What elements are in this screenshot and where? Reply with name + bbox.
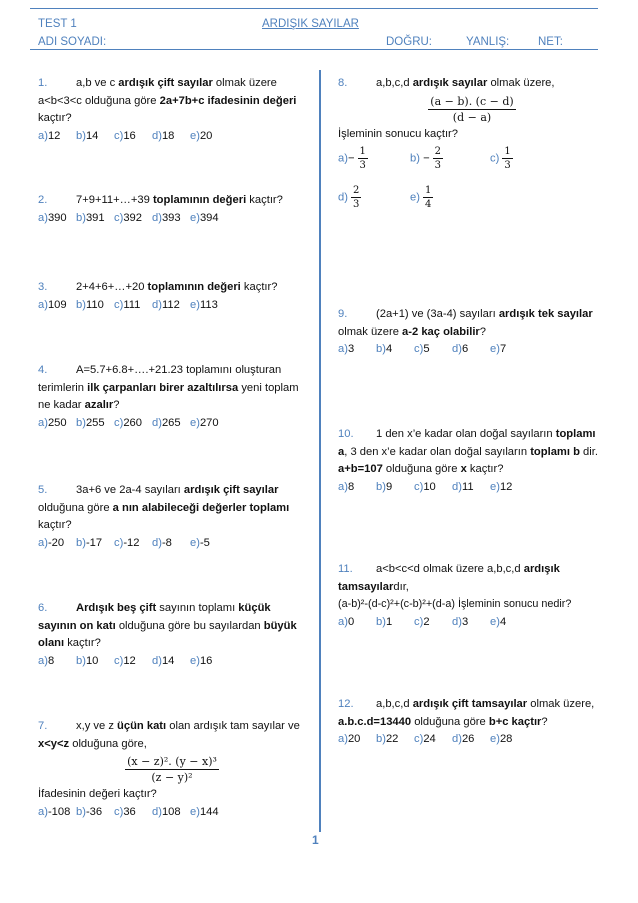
question-7-prompt: İfadesinin değeri kaçtır? xyxy=(38,788,157,800)
correct-label: DOĞRU: xyxy=(386,36,432,48)
option-d[interactable]: d) $\frac{2}{3}$ xyxy=(338,185,360,210)
option-c[interactable]: c)5 xyxy=(414,343,430,355)
options xyxy=(38,128,306,146)
option-e[interactable]: e)-5 xyxy=(190,536,210,549)
question-7: 7. x,y ve z üçün katı olan ardışık tam sayılar ve x<y<z olduğuna göre, $\frac{\text{(x − z)². (y − x)³}}{\text{(z − y)²}}$ İfadesinin değeri kaçtır? a)-108 b)-36 c)36 d)108 e)144 xyxy=(38,718,306,821)
name-label: ADI SOYADI: xyxy=(38,36,107,48)
options xyxy=(338,614,608,632)
option-e[interactable]: e)4 xyxy=(490,615,507,628)
question-11: 11. a<b<c<d olmak üzere a,b,c,d ardışık tamsayılardır, (a-b)²-(d-c)²+(c-b)²+(d-a) İşleminin sonucu nedir? a)0 b)1 c)2 d)3 e)4 xyxy=(338,561,608,631)
option-d[interactable]: d)18 xyxy=(152,129,175,142)
question-11-expression: (a-b)²-(d-c)²+(c-b)²+(d-a) İşleminin sonucu nedir? xyxy=(338,598,572,610)
option-a[interactable]: a)-108 xyxy=(38,805,71,818)
option-b[interactable]: b)1 xyxy=(376,615,393,628)
option-c[interactable]: c)16 xyxy=(114,129,136,142)
option-e[interactable]: e)16 xyxy=(190,654,213,667)
option-c[interactable]: c)36 xyxy=(114,805,136,818)
question-8: 8. a,b,c,d ardışık sayılar olmak üzere, $\frac{(a - b). (c - d)}{(d - a)}$ İşleminin sonucu kaçtır? a)− $\frac{1}{3}$ b) − $\frac{2}{3}$ c) $\frac{1}{3}$ d) $\frac{2}{3}$ e) $\frac{1}{4}$ xyxy=(338,75,606,211)
option-e[interactable]: e)113 xyxy=(190,298,218,311)
question-9: 9. (2a+1) ve (3a-4) sayıları ardışık tek sayılar olmak üzere a-2 kaç olabilir? a)3 b)4 c)5 d)6 e)7 xyxy=(338,306,606,359)
options xyxy=(38,415,306,433)
option-e[interactable]: e)7 xyxy=(490,343,507,355)
options xyxy=(38,210,306,228)
question-1: 1. a,b ve c ardışık çift sayılar olmak üzere a<b<3<c olduğuna göre 2a+7b+c ifadesinin değeri kaçtır? a)12 b)14 c)16 d)18 e)20 xyxy=(38,75,306,145)
option-c[interactable]: c)260 xyxy=(114,416,142,429)
option-e[interactable]: e) $\frac{1}{4}$ xyxy=(410,185,432,210)
option-e[interactable]: e)28 xyxy=(490,733,513,745)
option-b[interactable]: b)10 xyxy=(76,654,99,667)
option-d[interactable]: d)-8 xyxy=(152,536,172,549)
option-b[interactable]: b)22 xyxy=(376,733,399,745)
option-c[interactable]: c)111 xyxy=(114,298,141,311)
option-a[interactable]: a)− $\frac{1}{3}$ xyxy=(338,146,366,171)
question-6: 6. Ardışık beş çift sayının toplamı küçük sayının on katı olduğuna göre bu sayılardan büyük olanı kaçtır? a)8 b)10 c)12 d)14 e)16 xyxy=(38,600,306,670)
option-a[interactable]: a)109 xyxy=(38,298,67,311)
fraction: $\frac{(a - b). (c - d)}{(d - a)}$ xyxy=(430,94,514,124)
option-c[interactable]: c)10 xyxy=(414,480,436,493)
option-a[interactable]: a)20 xyxy=(338,733,361,745)
option-d[interactable]: d)393 xyxy=(152,211,181,224)
option-d[interactable]: d)14 xyxy=(152,654,175,667)
options xyxy=(38,297,306,315)
option-d[interactable]: d)26 xyxy=(452,733,475,745)
options xyxy=(338,731,608,749)
question-2: 2. 7+9+11+…+39 toplamının değeri kaçtır? a)390 b)391 c)392 d)393 e)394 xyxy=(38,192,306,227)
column-divider xyxy=(319,70,321,832)
options xyxy=(338,479,606,497)
question-3: 3. 2+4+6+…+20 toplamının değeri kaçtır? a)109 b)110 c)111 d)112 e)113 xyxy=(38,279,306,314)
option-a[interactable]: a)8 xyxy=(338,480,355,493)
option-a[interactable]: a)3 xyxy=(338,343,355,355)
question-10: 10. 1 den x’e kadar olan doğal sayıların toplamı a, 3 den x’e kadar olan doğal sayıların toplamı b dir. a+b=107 olduğuna göre x kaçtır? a)8 b)9 c)10 d)11 e)12 xyxy=(338,426,606,496)
option-b[interactable]: b)9 xyxy=(376,480,393,493)
option-c[interactable]: c)24 xyxy=(414,733,436,745)
option-b[interactable]: b)110 xyxy=(76,298,104,311)
option-c[interactable]: c) $\frac{1}{3}$ xyxy=(490,146,511,171)
option-b[interactable]: b) − $\frac{2}{3}$ xyxy=(410,146,441,171)
option-b[interactable]: b)-17 xyxy=(76,536,103,549)
option-a[interactable]: a)0 xyxy=(338,615,355,628)
option-c[interactable]: c)-12 xyxy=(114,536,140,549)
option-c[interactable]: c)12 xyxy=(114,654,136,667)
option-c[interactable]: c)392 xyxy=(114,211,142,224)
option-d[interactable]: d)108 xyxy=(152,805,181,818)
option-a[interactable]: a)250 xyxy=(38,416,67,429)
option-b[interactable]: b)255 xyxy=(76,416,105,429)
expression xyxy=(38,754,306,785)
options xyxy=(338,341,606,359)
option-d[interactable]: d)11 xyxy=(452,480,474,493)
options xyxy=(38,653,306,671)
option-b[interactable]: b)14 xyxy=(76,129,99,142)
fraction: $\frac{\text{(x − z)². (y − x)³}}{\text{(z − y)²}}$ xyxy=(127,755,217,784)
option-d[interactable]: d)265 xyxy=(152,416,181,429)
option-e[interactable]: e)144 xyxy=(190,805,219,818)
option-b[interactable]: b)4 xyxy=(376,343,393,355)
wrong-label: YANLIŞ: xyxy=(466,36,510,48)
option-a[interactable]: a)390 xyxy=(38,211,67,224)
options-row-1 xyxy=(338,145,606,172)
option-e[interactable]: e)270 xyxy=(190,416,219,429)
option-e[interactable]: e)394 xyxy=(190,211,219,224)
option-d[interactable]: d)112 xyxy=(152,298,180,311)
option-e[interactable]: e)12 xyxy=(490,480,513,493)
expression xyxy=(338,94,606,125)
options xyxy=(38,804,306,822)
option-e[interactable]: e)20 xyxy=(190,129,213,142)
option-d[interactable]: d)6 xyxy=(452,343,469,355)
option-a[interactable]: a)12 xyxy=(38,129,61,142)
question-8-prompt: İşleminin sonucu kaçtır? xyxy=(338,127,459,140)
question-5: 5. 3a+6 ve 2a-4 sayıları ardışık çift sayılar olduğuna göre a nın alabileceği değerler toplamı kaçtır? a)-20 b)-17 c)-12 d)-8 e)-5 xyxy=(38,482,306,552)
options-row-2 xyxy=(338,184,606,211)
page-title: ARDIŞIK SAYILAR xyxy=(262,18,359,30)
option-b[interactable]: b)391 xyxy=(76,211,105,224)
option-a[interactable]: a)8 xyxy=(38,654,55,667)
option-d[interactable]: d)3 xyxy=(452,615,469,628)
options xyxy=(38,535,306,553)
option-b[interactable]: b)-36 xyxy=(76,805,103,818)
test-label: TEST 1 xyxy=(38,18,77,30)
question-4: 4. A=5.7+6.8+….+21.23 toplamını oluşturan terimlerin ilk çarpanları birer azaltılırsa yeni toplam ne kadar azalır? a)250 b)255 c)260 d)265 e)270 xyxy=(38,362,306,432)
net-label: NET: xyxy=(538,36,563,48)
option-a[interactable]: a)-20 xyxy=(38,536,65,549)
question-12: 12. a,b,c,d ardışık çift tamsayılar olmak üzere, a.b.c.d=13440 olduğuna göre b+c kaçtır? a)20 b)22 c)24 d)26 e)28 xyxy=(338,696,608,749)
option-c[interactable]: c)2 xyxy=(414,615,430,628)
page-number: 1 xyxy=(312,833,319,847)
